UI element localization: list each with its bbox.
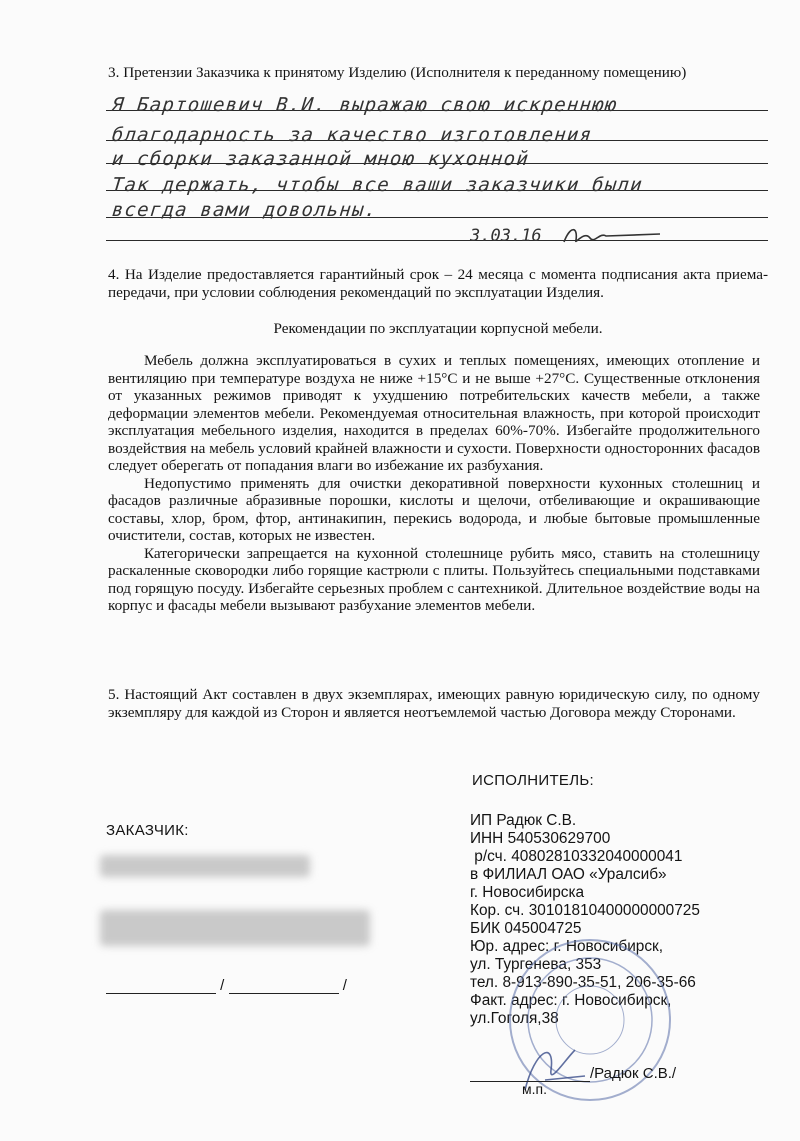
executor-line: ИП Радюк С.В. <box>470 812 577 829</box>
handwritten-line: всегда вами довольны. <box>110 199 379 221</box>
executor-line: г. Новосибирска <box>470 884 585 901</box>
recommendation-paragraph: Категорически запрещается на кухонной столешнице рубить мясо, ставить на столешницу раскаленные сковородки либо горящие кастрюли с плиты. Пользуйтесь специальными подставками под горящую посуду. Избегайте серьезных проблем с сантехникой. Длительное воздействие воды на корпус и фасады мебели вызывают разбухание элементов мебели. <box>108 544 760 614</box>
signature-blank <box>470 1067 590 1082</box>
section-4-text: 4. На Изделие предоставляется гарантийный срок – 24 месяца с момента подписания акта приема-передачи, при условии соблюдения рекомендаций по эксплуатации Изделия. <box>108 266 768 301</box>
executor-line: ИНН 540530629700 <box>470 830 611 847</box>
handwritten-line: благодарность за качество изготовления <box>110 124 594 146</box>
recommendations-body <box>108 352 760 615</box>
redacted-customer-details <box>100 910 370 946</box>
section-3-heading: 3. Претензии Заказчика к принятому Изделию (Исполнителя к переданному помещению) <box>108 64 687 81</box>
recommendations-title: Рекомендации по эксплуатации корпусной мебели. <box>273 320 603 337</box>
handwritten-line: Так держать, чтобы все ваши заказчики были <box>110 174 644 196</box>
signature-separator: / <box>220 977 225 994</box>
executor-line: Факт. адрес: г. Новосибирск, <box>470 992 672 1009</box>
executor-line: в ФИЛИАЛ ОАО «Уралсиб» <box>470 866 667 883</box>
signature-blank <box>229 979 339 994</box>
recommendation-paragraph: Мебель должна эксплуатироваться в сухих и теплых помещениях, имеющих отопление и вентиляцию при температуре воздуха не ниже +15°С и не выше +27°С. Существенные отклонения от указанных режимов приводят к ухудшению потребительских качеств мебели, а также деформации элементов мебели. Рекомендуемая относительная влажность, при которой происходит эксплуатация мебельного изделия, находится в пределах 60%-70%. Избегайте продолжительного воздействия на мебель условий крайней влажности и сухости. Поверхности односторонних фасадов следует оберегать от попадания влаги во избежание их разбухания. <box>108 352 760 474</box>
handwritten-line: и сборки заказанной мною кухонной <box>110 148 531 170</box>
executor-heading: ИСПОЛНИТЕЛЬ: <box>472 772 594 789</box>
handwritten-line: Я Бартошевич В.И. выражаю свою искреннюю <box>110 94 619 116</box>
handwritten-date: 3.03.16 <box>470 226 542 246</box>
handwritten-initials-icon <box>560 222 670 248</box>
executor-line: Юр. адрес: г. Новосибирск, <box>470 938 664 955</box>
executor-line: ул. Тургенева, 353 <box>470 956 602 973</box>
recommendation-paragraph: Недопустимо применять для очистки декоративной поверхности кухонных столешниц и фасадов различные абразивные порошки, кислоты и щелочи, отбеливающие и окрашивающие составы, хлор, бром, фтор, антинакипин, перекись водорода, и любые бытовые промышленные очистители, состав, которых не известен. <box>108 474 760 544</box>
executor-line: Кор. сч. 30101810400000000725 <box>470 902 700 919</box>
section-5-text: 5. Настоящий Акт составлен в двух экземплярах, имеющих равную юридическую силу, по одному экземпляру для каждой из Сторон и является неотъемлемой частью Договора между Сторонами. <box>108 686 760 721</box>
redacted-customer-name <box>100 855 310 877</box>
signature-blank <box>106 979 216 994</box>
executor-line: ул.Гоголя,38 <box>470 1010 559 1027</box>
stamp-place-label: м.п. <box>522 1081 547 1097</box>
customer-heading: ЗАКАЗЧИК: <box>106 822 189 839</box>
executor-line: р/сч. 40802810332040000041 <box>470 848 683 865</box>
customer-signature-line <box>106 977 347 994</box>
signature-end: / <box>342 977 347 994</box>
executor-signature-line <box>470 1065 676 1082</box>
executor-line: БИК 045004725 <box>470 920 582 937</box>
executor-signature-name: /Радюк С.В./ <box>590 1065 677 1082</box>
executor-line: тел. 8-913-890-35-51, 206-35-66 <box>470 974 696 991</box>
